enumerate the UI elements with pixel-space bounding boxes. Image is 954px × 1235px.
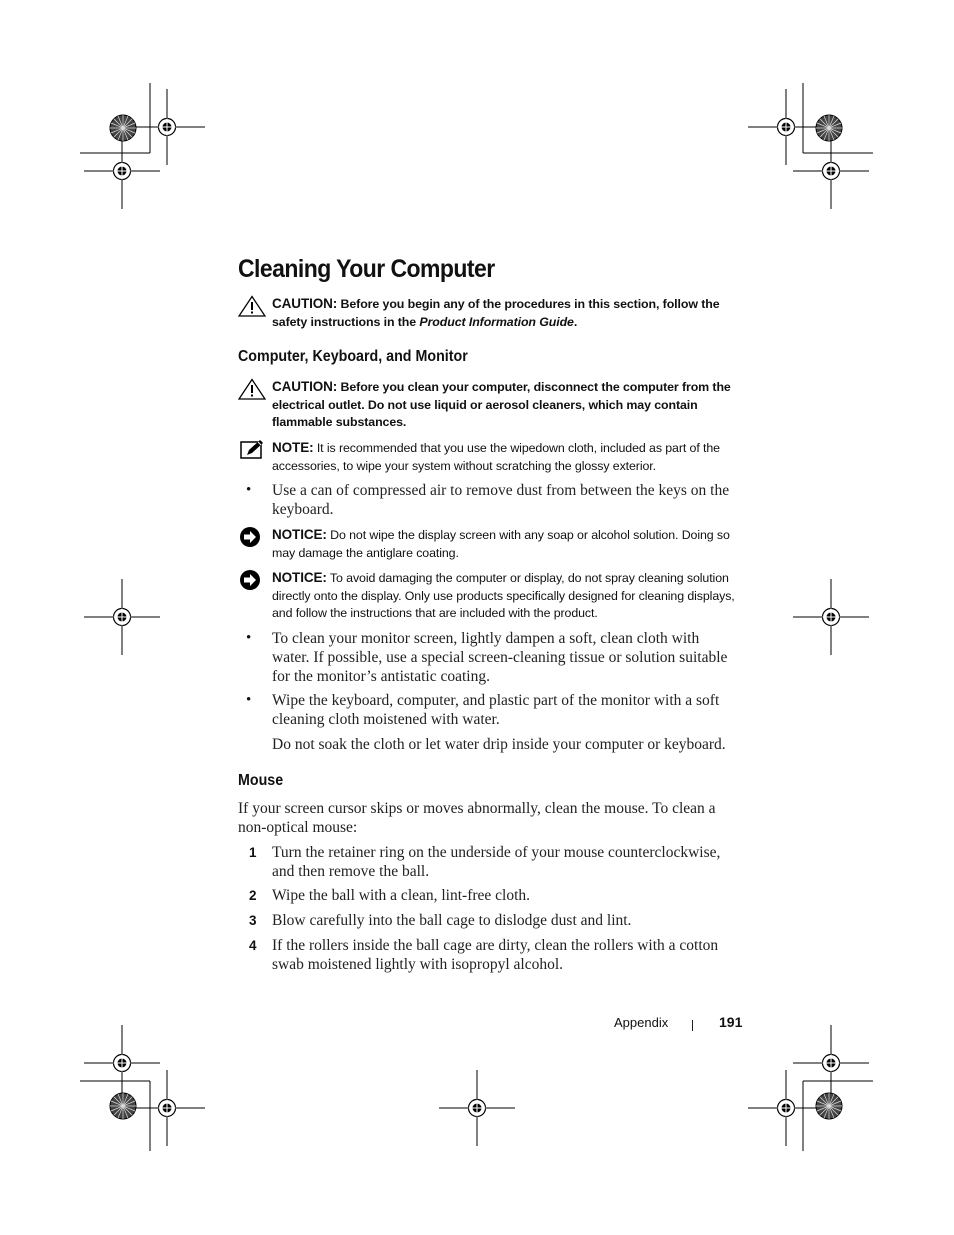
bullet-item: To clean your monitor screen, lightly dampen a soft, clean cloth with water. If possible, use a special screen-cleaning tissue or solution suitable for the monitor’s antistatic coating. — [272, 630, 728, 685]
notice-arrow-icon — [238, 526, 266, 548]
note-text: It is recommended that you use the wipedown cloth, included as part of the accessories, to wipe your system without scratching the glossy exterior. — [272, 441, 720, 473]
step-number: 3 — [249, 913, 257, 928]
page-title: Cleaning Your Computer — [238, 255, 495, 283]
bullet-glyph: • — [246, 482, 252, 498]
footer-separator — [692, 1020, 693, 1031]
step-text: Wipe the ball with a clean, lint-free cloth. — [272, 887, 531, 904]
section-heading-mouse: Mouse — [238, 772, 284, 789]
step-number: 4 — [249, 938, 257, 953]
footer-section: Appendix — [614, 1015, 669, 1030]
caution-triangle-icon — [238, 378, 266, 400]
mouse-intro: If your screen cursor skips or moves abnormally, clean the mouse. To clean a non-optical mouse: — [238, 800, 716, 836]
step-text: Turn the retainer ring on the underside of your mouse counterclockwise, and then remove the ball. — [272, 844, 721, 880]
bullet-item: Use a can of compressed air to remove dust from between the keys on the keyboard. — [272, 482, 730, 518]
notice-arrow-icon — [238, 569, 266, 591]
step-number: 2 — [249, 888, 257, 903]
page-number: 191 — [719, 1014, 743, 1030]
caution-label: CAUTION: — [272, 296, 338, 311]
bullet-item: Wipe the keyboard, computer, and plastic part of the monitor with a soft cleaning cloth moistened with water. — [272, 692, 720, 728]
step-text: If the rollers inside the ball cage are dirty, clean the rollers with a cotton swab moistened lightly with isopropyl alcohol. — [272, 937, 719, 973]
bullet-followup: Do not soak the cloth or let water drip inside your computer or keyboard. — [272, 736, 726, 753]
bullet-glyph: • — [246, 630, 252, 646]
notice-text: Do not wipe the display screen with any soap or alcohol solution. Doing so may damage the antiglare coating. — [272, 528, 730, 560]
caution-text: Before you begin any of the procedures in this section, follow the safety instructions in the — [272, 297, 720, 329]
step-text: Blow carefully into the ball cage to dislodge dust and lint. — [272, 912, 632, 929]
caution-label: CAUTION: — [272, 379, 338, 394]
caution-ref: Product Information Guide — [419, 314, 574, 329]
note-pencil-icon — [238, 439, 266, 461]
caution-text: Before you clean your computer, disconnect the computer from the electrical outlet. Do not use liquid or aerosol cleaners, which may contain flammable substances. — [272, 380, 731, 429]
caution-triangle-icon — [238, 295, 266, 317]
notice-text: To avoid damaging the computer or display, do not spray cleaning solution directly onto the display. Only use products specifically designed for cleaning displays, and follow the instructions that are included with the product. — [272, 571, 735, 620]
notice-label: NOTICE: — [272, 527, 327, 542]
bullet-glyph: • — [246, 692, 252, 708]
section-heading-keyboard: Computer, Keyboard, and Monitor — [238, 348, 468, 365]
note-label: NOTE: — [272, 440, 314, 455]
notice-label: NOTICE: — [272, 570, 327, 585]
step-number: 1 — [249, 845, 257, 860]
